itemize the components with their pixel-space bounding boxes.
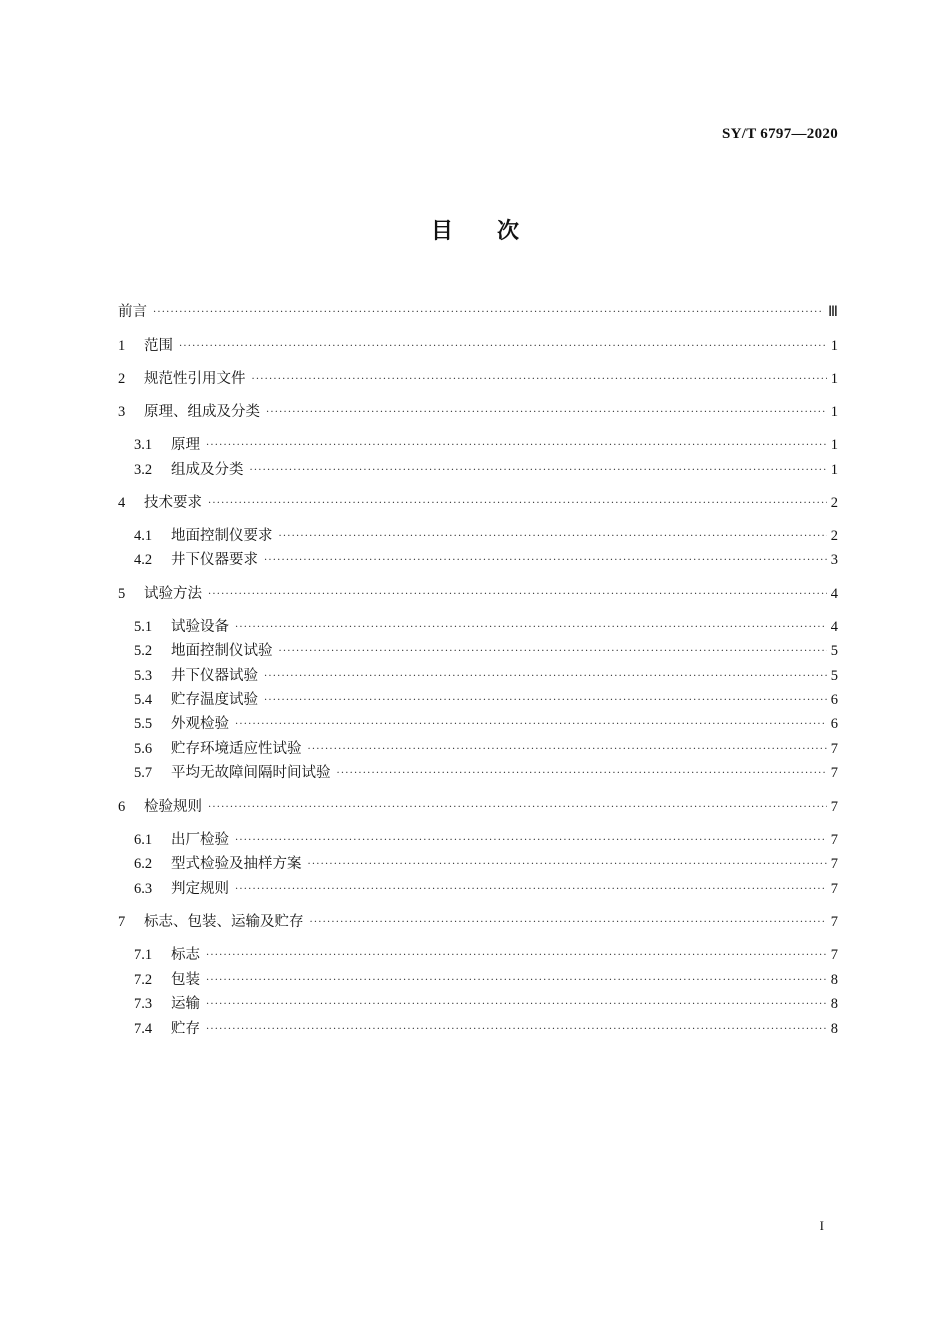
toc-entry[interactable] [118, 1019, 838, 1039]
page-number: I [819, 1218, 824, 1233]
toc-entry[interactable] [118, 739, 838, 759]
toc-entry-number: 5.5 [134, 716, 153, 732]
toc-entry-number: 6.1 [134, 832, 153, 848]
toc-entry-page: 1 [830, 404, 838, 420]
toc-leader-dots [235, 880, 827, 900]
toc-entry-number: 7 [118, 914, 126, 930]
toc-leader-dots [206, 946, 827, 966]
toc-entry-label: 贮存温度试验 [171, 692, 258, 708]
toc-entry[interactable] [118, 879, 838, 899]
toc-leader-dots [206, 1020, 827, 1040]
toc-entry-page: 4 [830, 586, 838, 602]
toc-entry-label: 技术要求 [144, 495, 202, 511]
toc-leader-dots [252, 370, 827, 390]
toc-entry[interactable] [118, 763, 838, 783]
toc-entry-number: 3 [118, 404, 126, 420]
toc-entry-number: 4 [118, 495, 126, 511]
toc-entry[interactable] [118, 302, 838, 322]
standard-code: SY/T 6797—2020 [721, 126, 838, 142]
toc-entry-label: 原理、组成及分类 [144, 404, 260, 420]
toc-entry-number: 2 [118, 371, 126, 387]
toc-leader-dots [250, 461, 827, 481]
toc-leader-dots [264, 551, 827, 571]
toc-entry[interactable] [118, 641, 838, 661]
toc-entry-label: 标志 [171, 947, 200, 963]
toc-entry-number: 7.2 [134, 972, 153, 988]
toc-entry-page: 7 [830, 947, 838, 963]
toc-entry-page: 5 [830, 668, 838, 684]
toc-leader-dots [153, 303, 824, 323]
toc-entry-number: 5.4 [134, 692, 153, 708]
toc-entry-label: 范围 [144, 338, 173, 354]
toc-leader-dots [264, 667, 827, 687]
toc-entry-page: 4 [830, 619, 838, 635]
toc-entry-label: 外观检验 [171, 716, 229, 732]
toc-leader-dots [310, 913, 827, 933]
toc-leader-dots [235, 618, 827, 638]
toc-entry-number: 7.3 [134, 996, 153, 1012]
toc-entry[interactable] [118, 666, 838, 686]
toc-entry-label: 贮存环境适应性试验 [171, 741, 302, 757]
toc-entry-label: 型式检验及抽样方案 [171, 856, 302, 872]
toc-entry[interactable] [118, 690, 838, 710]
toc-entry-page: 8 [830, 972, 838, 988]
toc-entry-page: 3 [830, 552, 838, 568]
toc-entry-label: 试验设备 [171, 619, 229, 635]
toc-entry-number: 5.7 [134, 765, 153, 781]
toc-leader-dots [206, 995, 827, 1015]
toc-entry-page: 8 [830, 1021, 838, 1037]
toc-entry-number: 5.3 [134, 668, 153, 684]
toc-entry[interactable] [118, 584, 838, 604]
toc-entry-label: 地面控制仪试验 [171, 643, 273, 659]
toc-entry-label: 地面控制仪要求 [171, 528, 273, 544]
page-title: 目次 [430, 219, 563, 244]
toc-entry-label: 井下仪器试验 [171, 668, 258, 684]
toc-entry-number: 4.2 [134, 552, 153, 568]
toc-entry[interactable] [118, 336, 838, 356]
toc-entry[interactable] [118, 945, 838, 965]
toc-entry[interactable] [118, 714, 838, 734]
toc-leader-dots [308, 740, 827, 760]
toc-entry-label: 原理 [171, 437, 200, 453]
toc-entry[interactable] [118, 550, 838, 570]
toc-entry[interactable] [118, 460, 838, 480]
toc-entry-page: 7 [830, 799, 838, 815]
toc-entry[interactable] [118, 994, 838, 1014]
toc-entry-label: 包装 [171, 972, 200, 988]
toc-entry-page: 2 [830, 495, 838, 511]
toc-entry-label: 组成及分类 [171, 462, 244, 478]
toc-entry-number: 5.2 [134, 643, 153, 659]
toc-entry-label: 检验规则 [144, 799, 202, 815]
toc-entry-number: 4.1 [134, 528, 153, 544]
toc-leader-dots [206, 436, 827, 456]
toc-entry[interactable] [118, 970, 838, 990]
toc-entry-label: 规范性引用文件 [144, 371, 246, 387]
toc-entry-number: 6 [118, 799, 126, 815]
toc-entry[interactable] [118, 493, 838, 513]
toc-leader-dots [208, 494, 827, 514]
toc-leader-dots [279, 642, 827, 662]
toc-entry-label: 试验方法 [144, 586, 202, 602]
toc-entry-page: 1 [830, 338, 838, 354]
toc-leader-dots [235, 715, 827, 735]
toc-entry-number: 5.6 [134, 741, 153, 757]
toc-entry-label: 平均无故障间隔时间试验 [171, 765, 331, 781]
toc-entry-page: 6 [830, 716, 838, 732]
toc-entry[interactable] [118, 797, 838, 817]
toc-entry[interactable] [118, 369, 838, 389]
toc-entry[interactable] [118, 854, 838, 874]
toc-entry-label: 判定规则 [171, 881, 229, 897]
toc-leader-dots [279, 527, 827, 547]
toc-entry-page: 6 [830, 692, 838, 708]
toc-entry-number: 5 [118, 586, 126, 602]
toc-entry-label: 出厂检验 [171, 832, 229, 848]
toc-entry-number: 1 [118, 338, 126, 354]
toc-entry-number: 6.3 [134, 881, 153, 897]
toc-leader-dots [266, 403, 827, 423]
toc-entry[interactable] [118, 402, 838, 422]
toc-entry-label: 前言 [118, 304, 147, 320]
toc-entry-label: 贮存 [171, 1021, 200, 1037]
toc-entry-number: 7.4 [134, 1021, 153, 1037]
toc-entry-label: 运输 [171, 996, 200, 1012]
toc-entry-number: 6.2 [134, 856, 153, 872]
toc-entry-page: 7 [830, 832, 838, 848]
toc-leader-dots [206, 971, 827, 991]
toc-entry-number: 3.1 [134, 437, 153, 453]
toc-leader-dots [179, 337, 827, 357]
toc-entry-page: 5 [830, 643, 838, 659]
toc-entry-page: 8 [830, 996, 838, 1012]
toc-entry-page: 2 [830, 528, 838, 544]
toc-entry[interactable] [118, 435, 838, 455]
toc-entry-number: 7.1 [134, 947, 153, 963]
toc-leader-dots [264, 691, 827, 711]
toc-entry-label: 标志、包装、运输及贮存 [144, 914, 304, 930]
toc-leader-dots [308, 855, 827, 875]
toc-leader-dots [235, 831, 827, 851]
toc-entry-page: 1 [830, 371, 838, 387]
toc-entry-page: 7 [830, 765, 838, 781]
toc-leader-dots [208, 585, 827, 605]
toc-entry-page: 7 [830, 741, 838, 757]
toc-entry-page: 7 [830, 914, 838, 930]
toc-entry-label: 井下仪器要求 [171, 552, 258, 568]
toc-entry-page: 1 [830, 437, 838, 453]
toc-entry-page: 7 [830, 881, 838, 897]
toc-entry-page: 7 [830, 856, 838, 872]
toc-leader-dots [337, 764, 827, 784]
toc-entry[interactable] [118, 526, 838, 546]
toc-leader-dots [208, 798, 827, 818]
toc-entry[interactable] [118, 830, 838, 850]
toc-entry-number: 5.1 [134, 619, 153, 635]
toc-entry-page: 1 [830, 462, 838, 478]
toc-entry-number: 3.2 [134, 462, 153, 478]
toc-entry[interactable] [118, 617, 838, 637]
toc-entry[interactable] [118, 912, 838, 932]
toc-entry-page: Ⅲ [828, 304, 838, 320]
